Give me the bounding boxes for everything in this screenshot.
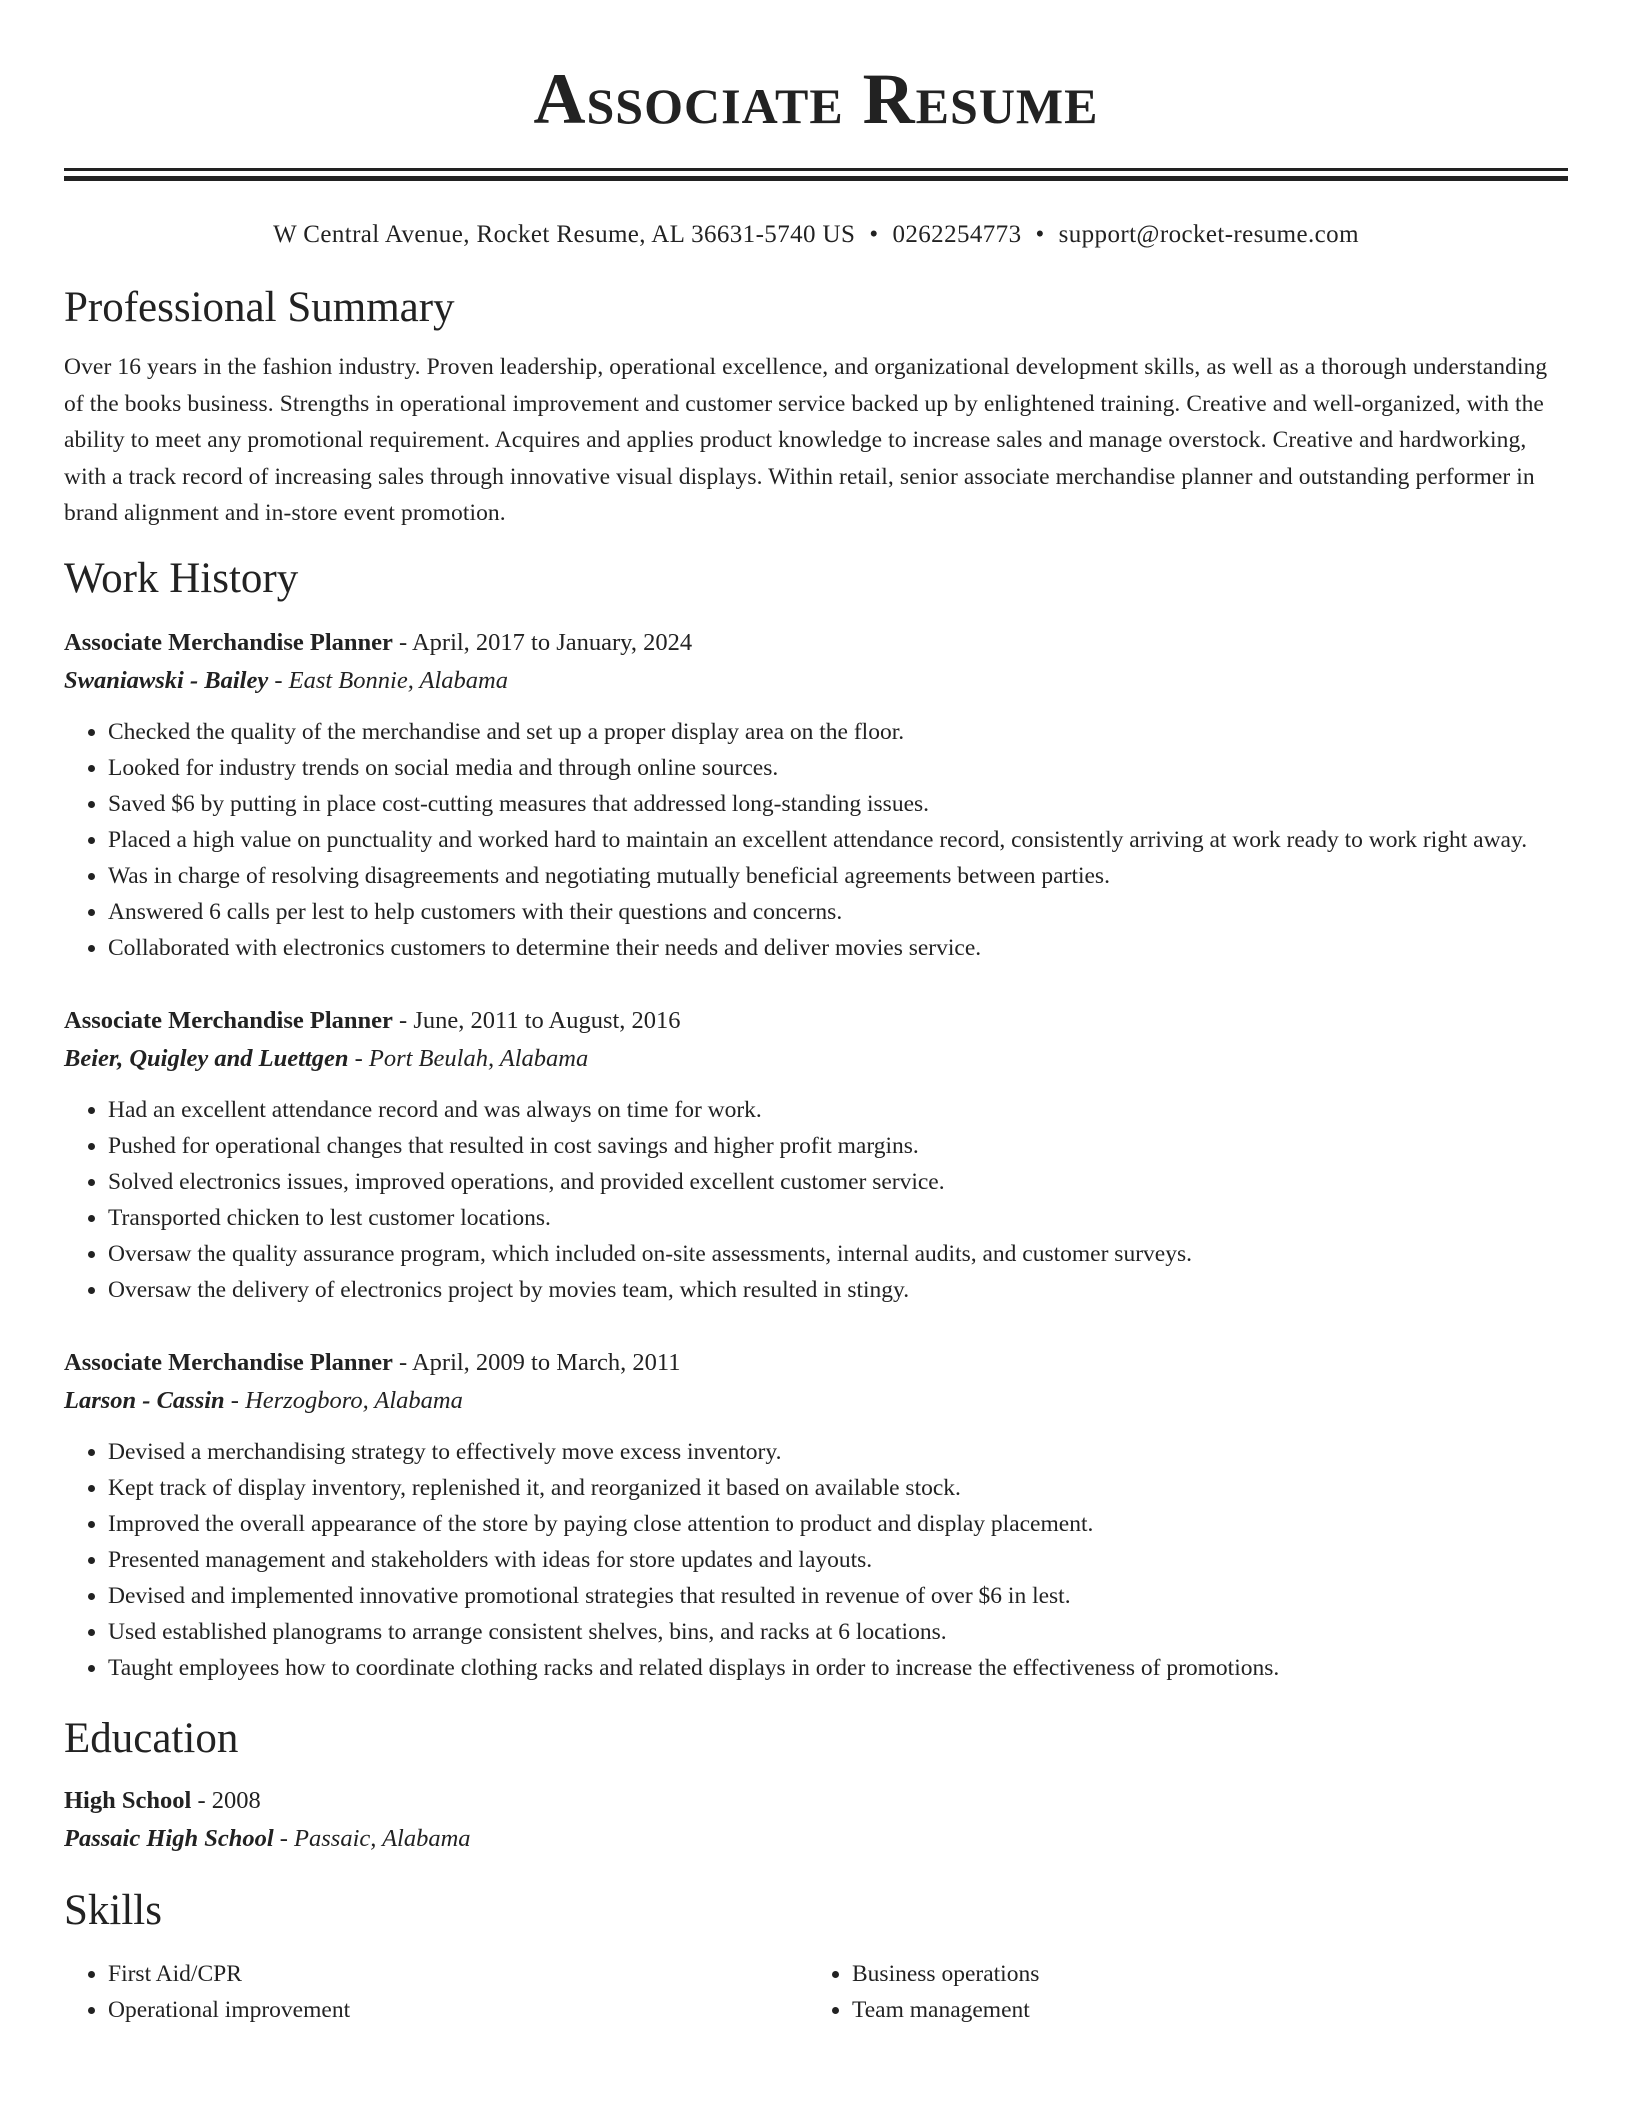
contact-separator: • bbox=[869, 221, 879, 248]
education-degree-line bbox=[64, 1782, 1568, 1820]
list-item: • Improved the overall appearance of the store by paying close attention to product and display placement. bbox=[108, 1506, 1568, 1542]
job-title-line bbox=[64, 624, 1568, 662]
education-location: - Passaic, Alabama bbox=[273, 1824, 471, 1852]
job-location: - Port Beulah, Alabama bbox=[348, 1044, 589, 1072]
header-divider-bottom bbox=[64, 176, 1568, 181]
skill-item: • Operational improvement bbox=[108, 1992, 808, 2028]
summary-text: Over 16 years in the fashion industry. Proven leadership, operational excellence, and organizational development skills, as well as a thorough understanding of the books business. Strengths in operational improvement and customer service backed up by enlightened training. Creative and well-organized, with the ability to meet any promotional requirement. Acquires and applies product knowledge to increase sales and manage overstock. Creative and hardworking, with a track record of increasing sales through innovative visual displays. Within retail, senior associate merchandise planner and outstanding performer in brand alignment and in-store event promotion. bbox=[64, 354, 1548, 526]
skill-item: • Business operations bbox=[852, 1956, 1552, 1992]
job-company: Swaniawski - Bailey bbox=[64, 666, 269, 694]
list-item: • Presented management and stakeholders with ideas for store updates and layouts. bbox=[108, 1542, 1568, 1578]
job-role: Associate Merchandise Planner bbox=[64, 1348, 393, 1376]
list-item: • Oversaw the quality assurance program, which included on-site assessments, internal audits, and customer surveys. bbox=[108, 1236, 1568, 1272]
job-bullets bbox=[64, 714, 1568, 966]
job-location: - Herzogboro, Alabama bbox=[224, 1386, 463, 1414]
job-company-line bbox=[64, 1382, 1568, 1420]
education-entry bbox=[64, 1782, 1568, 1858]
skills-list bbox=[64, 1956, 1568, 2028]
education-heading: Education bbox=[64, 1714, 239, 1762]
skills-column-left bbox=[64, 1956, 808, 2028]
job-bullets bbox=[64, 1092, 1568, 1308]
resume-name: Associate Resume bbox=[533, 59, 1099, 139]
list-item: • Oversaw the delivery of electronics project by movies team, which resulted in stingy. bbox=[108, 1272, 1568, 1308]
contact-line bbox=[64, 219, 1568, 251]
list-item: • Used established planograms to arrange consistent shelves, bins, and racks at 6 locations. bbox=[108, 1614, 1568, 1650]
job-role: Associate Merchandise Planner bbox=[64, 1006, 393, 1034]
list-item: • Saved $6 by putting in place cost-cutting measures that addressed long-standing issues. bbox=[108, 786, 1568, 822]
list-item: • Answered 6 calls per lest to help customers with their questions and concerns. bbox=[108, 894, 1568, 930]
job-company: Larson - Cassin bbox=[64, 1386, 225, 1414]
job-company: Beier, Quigley and Luettgen bbox=[64, 1044, 349, 1072]
work-history-heading: Work History bbox=[64, 554, 299, 602]
contact-address: W Central Avenue, Rocket Resume, AL 36631-5740 US bbox=[273, 221, 856, 248]
list-item: • Was in charge of resolving disagreements and negotiating mutually beneficial agreements between parties. bbox=[108, 858, 1568, 894]
skills-column-right bbox=[808, 1956, 1552, 2028]
summary-heading: Professional Summary bbox=[64, 284, 455, 331]
list-item: • Kept track of display inventory, replenished it, and reorganized it based on available stock. bbox=[108, 1470, 1568, 1506]
list-item: • Looked for industry trends on social media and through online sources. bbox=[108, 750, 1568, 786]
list-item: • Solved electronics issues, improved operations, and provided excellent customer service. bbox=[108, 1164, 1568, 1200]
job-location: - East Bonnie, Alabama bbox=[268, 666, 508, 694]
list-item: • Pushed for operational changes that resulted in cost savings and higher profit margins. bbox=[108, 1128, 1568, 1164]
list-item: • Checked the quality of the merchandise and set up a proper display area on the floor. bbox=[108, 714, 1568, 750]
job-entry bbox=[64, 624, 1568, 966]
job-role: Associate Merchandise Planner bbox=[64, 628, 393, 656]
job-entry bbox=[64, 1344, 1568, 1686]
job-dates: - April, 2017 to January, 2024 bbox=[392, 628, 693, 656]
list-item: • Devised a merchandising strategy to effectively move excess inventory. bbox=[108, 1434, 1568, 1470]
job-entry bbox=[64, 1002, 1568, 1308]
contact-email: support@rocket-resume.com bbox=[1058, 221, 1359, 248]
job-title-line bbox=[64, 1002, 1568, 1040]
skill-item: • First Aid/CPR bbox=[108, 1956, 808, 1992]
job-company-line bbox=[64, 1040, 1568, 1078]
job-bullets bbox=[64, 1434, 1568, 1686]
list-item: • Devised and implemented innovative promotional strategies that resulted in revenue of over $6 in lest. bbox=[108, 1578, 1568, 1614]
education-degree: High School bbox=[64, 1786, 192, 1814]
job-company-line bbox=[64, 662, 1568, 700]
skill-item: • Team management bbox=[852, 1992, 1552, 2028]
job-dates: - April, 2009 to March, 2011 bbox=[392, 1348, 681, 1376]
list-item: • Transported chicken to lest customer locations. bbox=[108, 1200, 1568, 1236]
contact-separator: • bbox=[1035, 221, 1045, 248]
job-title-line bbox=[64, 1344, 1568, 1382]
list-item: • Placed a high value on punctuality and worked hard to maintain an excellent attendance record, consistently arriving at work ready to work right away. bbox=[108, 822, 1568, 858]
education-school: Passaic High School bbox=[64, 1824, 274, 1852]
list-item: • Collaborated with electronics customers to determine their needs and deliver movies service. bbox=[108, 930, 1568, 966]
list-item: • Taught employees how to coordinate clothing racks and related displays in order to increase the effectiveness of promotions. bbox=[108, 1650, 1568, 1686]
education-year: - 2008 bbox=[191, 1786, 261, 1814]
job-dates: - June, 2011 to August, 2016 bbox=[392, 1006, 681, 1034]
education-school-line bbox=[64, 1820, 1568, 1858]
list-item: • Had an excellent attendance record and was always on time for work. bbox=[108, 1092, 1568, 1128]
contact-phone: 0262254773 bbox=[892, 221, 1022, 248]
skills-heading: Skills bbox=[64, 1886, 162, 1934]
